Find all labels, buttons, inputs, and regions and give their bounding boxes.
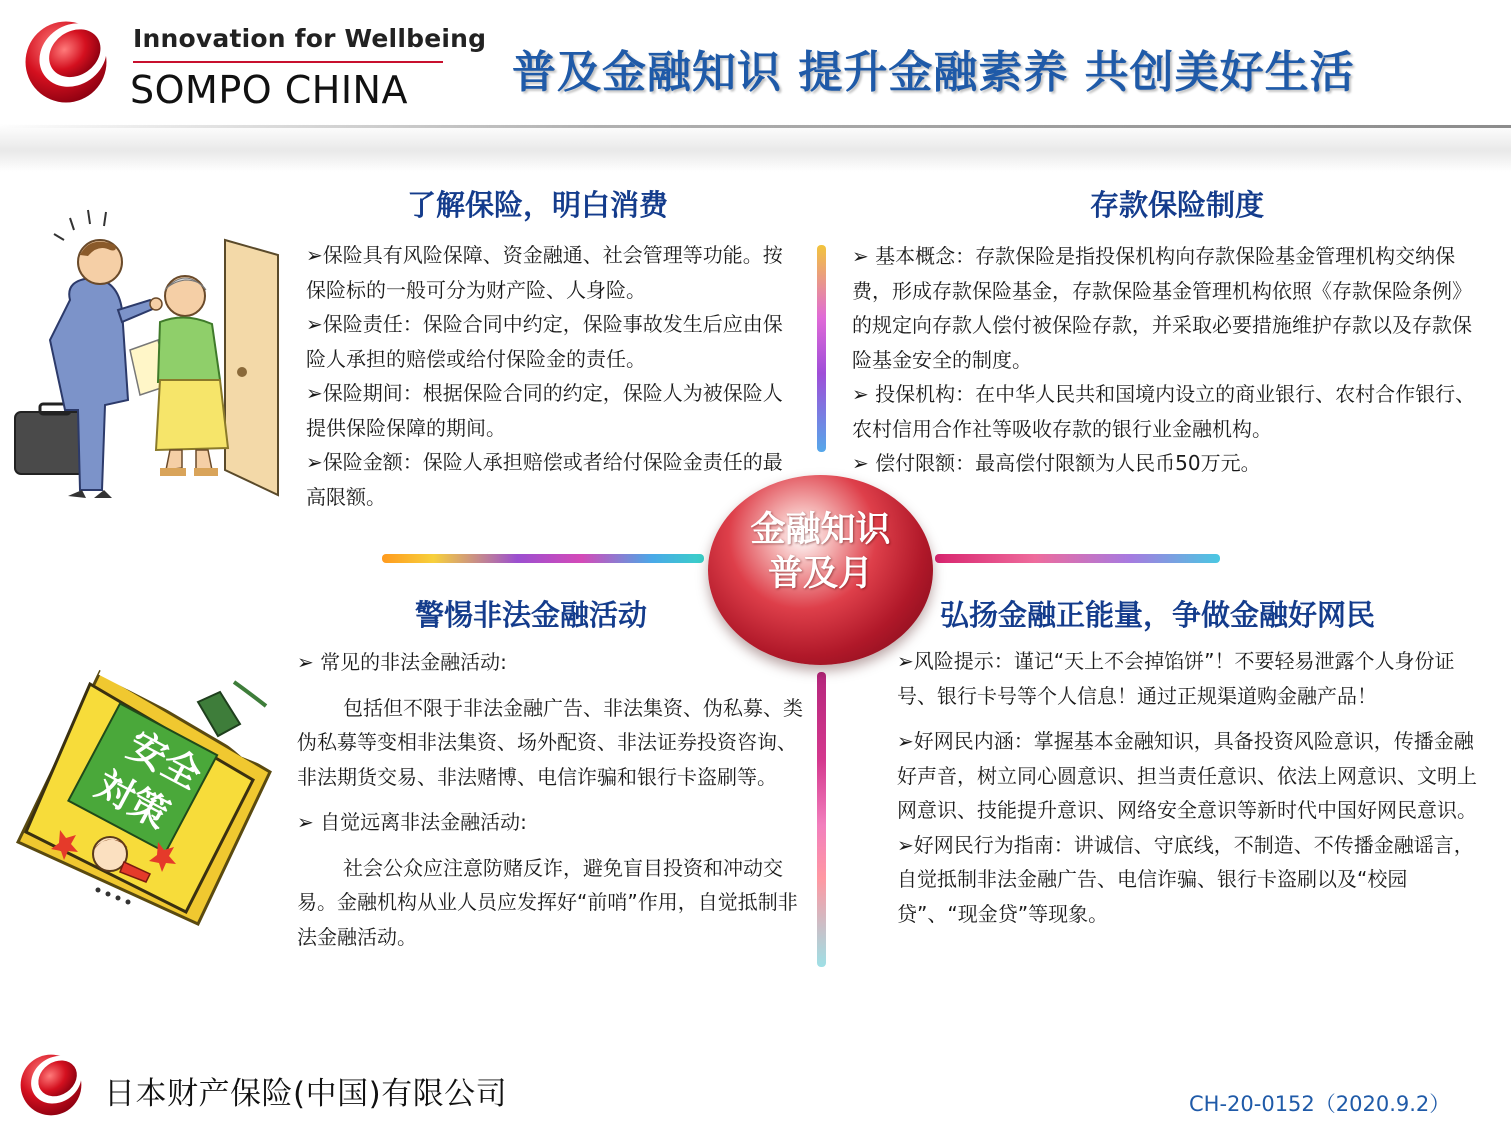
paragraph: ➢好网民行为指南：讲诚信、守底线，不制造、不传播金融谣言，自觉抵制非法金融广告、电信诈骗、银行卡盗刷以及“校园贷”、“现金贷”等现象。: [897, 832, 1474, 926]
salesman-at-door-illustration: [10, 200, 295, 500]
section-body-insurance: [306, 238, 796, 514]
section-title-insurance: 了解保险，明白消费: [407, 188, 669, 222]
paragraph: ➢ 投保机构：在中华人民共和国境内设立的商业银行、农村合作银行、农村信用合作社等吸收存款的银行业金融机构。: [852, 382, 1476, 441]
tagline-divider: [133, 61, 443, 63]
book-label-1: 安全: [120, 722, 209, 798]
horizontal-divider-right: [935, 554, 1220, 563]
item-heading: ➢ 常见的非法金融活动:: [297, 650, 507, 674]
footer-logo-icon: [17, 1052, 85, 1118]
paragraph: ➢保险期间：根据保险合同的约定，保险人为被保险人提供保险保障的期间。: [306, 381, 783, 440]
safety-book-illustration: [8, 662, 278, 927]
page-headline: 普及金融知识 提升金融素养 共创美好生活: [512, 47, 1355, 98]
section-title-good-netizen: 弘扬金融正能量，争做金融好网民: [940, 598, 1376, 632]
item-text: 社会公众应注意防赌反诈，避免盲目投资和冲动交易。金融机构从业人员应发挥好“前哨”作用，自觉抵制非法金融活动。: [297, 855, 798, 949]
section-title-illegal-finance: 警惕非法金融活动: [415, 598, 648, 632]
paragraph: ➢风险提示：谨记“天上不会掉馅饼”！不要轻易泄露个人身份证号、银行卡号等个人信息！通过正规渠道购金融产品！: [897, 649, 1455, 708]
section-body-deposit-insurance: [852, 239, 1486, 481]
brand-tagline: Innovation for Wellbeing: [133, 24, 487, 53]
item-heading: ➢ 自觉远离非法金融活动:: [297, 810, 527, 834]
document-code: CH-20-0152（2020.9.2）: [1189, 1092, 1451, 1116]
paragraph: ➢ 偿付限额：最高偿付限额为人民币50万元。: [852, 451, 1261, 475]
horizontal-divider-left: [382, 554, 704, 563]
vertical-divider-top: [817, 245, 826, 452]
brand-name: SOMPO CHINA: [130, 68, 408, 112]
sompo-logo-icon: [22, 18, 110, 106]
company-name: 日本财产保险(中国)有限公司: [104, 1076, 508, 1112]
section-body-good-netizen: [897, 644, 1479, 931]
badge-line-1: 金融知识: [750, 510, 891, 550]
item-text: 包括但不限于非法金融广告、非法集资、伪私募、类伪私募等变相非法集资、场外配资、非法证券投资咨询、非法期货交易、非法赌博、电信诈骗和银行卡盗刷等。: [297, 695, 803, 789]
paragraph: ➢保险具有风险保障、资金融通、社会管理等功能。按保险标的一般可分为财产险、人身险。: [306, 243, 783, 302]
vertical-divider-bottom: [817, 672, 826, 967]
center-badge-text: [708, 508, 933, 596]
paragraph: ➢ 基本概念：存款保险是指投保机构向存款保险基金管理机构交纳保费，形成存款保险基金，存款保险基金管理机构依照《存款保险条例》的规定向存款人偿付被保险存款，并采取必要措施维护存款以及存款保险基金安全的制度。: [852, 244, 1472, 372]
paragraph: ➢好网民内涵：掌握基本金融知识，具备投资风险意识，传播金融好声音，树立同心圆意识、担当责任意识、依法上网意识、文明上网意识、技能提升意识、网络安全意识等新时代中国好网民意识。: [897, 729, 1477, 822]
header-divider: [0, 125, 1511, 128]
section-body-illegal-finance: [297, 645, 813, 954]
book-label-2: 対策: [88, 762, 177, 837]
section-title-deposit-insurance: 存款保险制度: [1090, 188, 1265, 222]
badge-line-2: 普及月: [767, 554, 873, 594]
header-band: [0, 124, 1511, 172]
paragraph: ➢保险责任：保险合同中约定，保险事故发生后应由保险人承担的赔偿或给付保险金的责任。: [306, 312, 783, 371]
paragraph: ➢保险金额：保险人承担赔偿或者给付保险金责任的最高限额。: [306, 450, 783, 509]
